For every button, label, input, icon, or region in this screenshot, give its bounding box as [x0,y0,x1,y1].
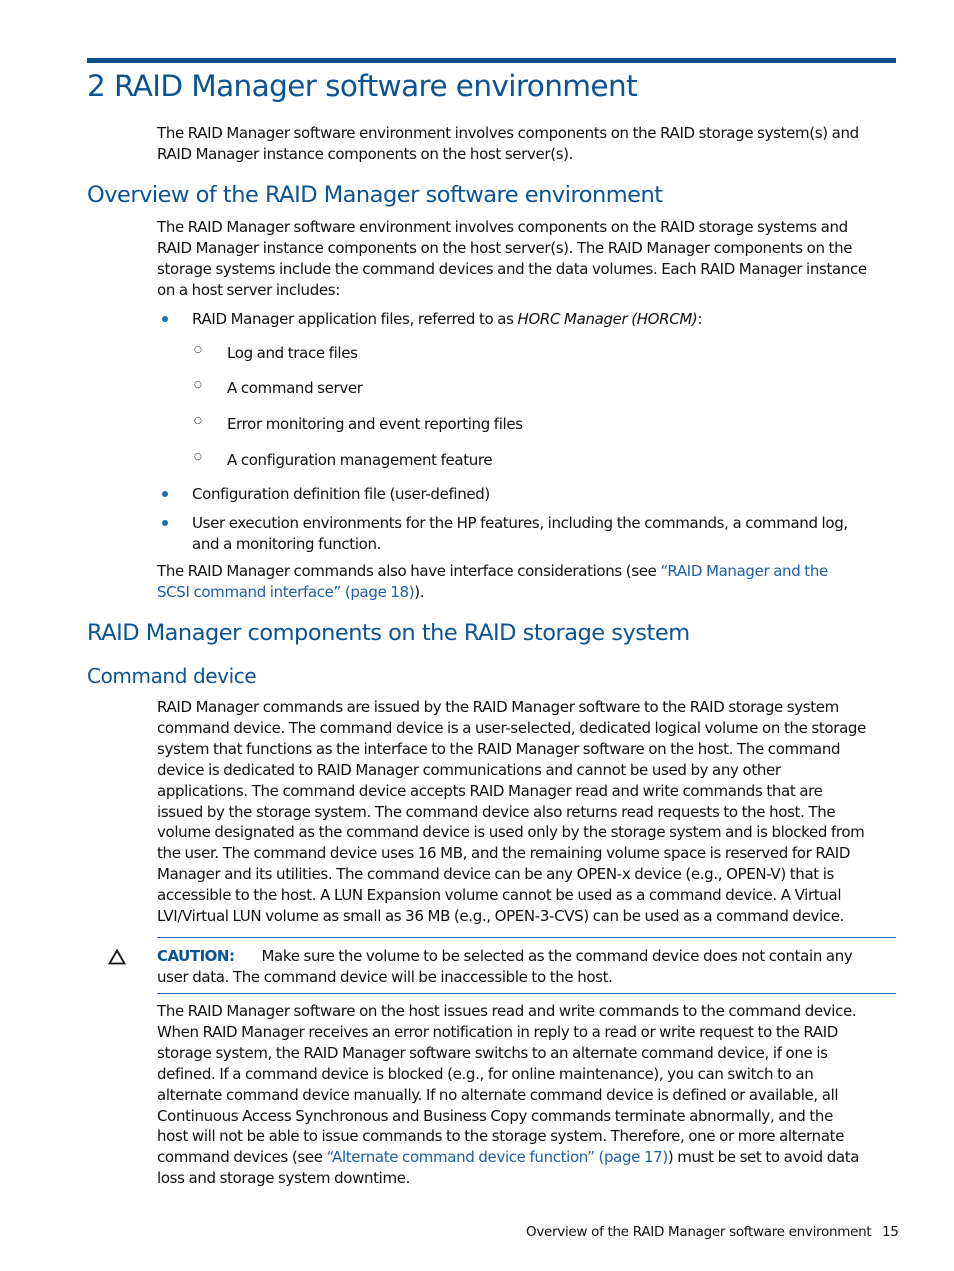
text-line: host will not be able to issue commands to the storage system. Therefore, one or more alternate [157,1127,845,1146]
text-line: device is dedicated to RAID Manager communications and cannot be used by any other [157,760,781,779]
text-line [157,561,896,582]
bullet-dot-icon [162,316,168,322]
text-line: The RAID Manager software environment involves components on the RAID storage system(s) and [157,124,859,142]
horcm-term: HORC Manager (HORCM) [517,310,698,328]
caution-text: Make sure the volume to be selected as the command device does not contain any [261,947,853,965]
warning-triangle-icon [108,949,126,965]
overview-paragraph [157,217,896,301]
text-line: Continuous Access Synchronous and Business Copy commands terminate abnormally, and the [157,1106,833,1125]
text-line: storage system, the RAID Manager software switchs to an alternate command device, if one is [157,1043,828,1062]
circle-bullet-icon: ○ [194,345,202,355]
scsi-interface-link-cont[interactable]: SCSI command interface” (page 18) [157,582,415,601]
command-device-followup [157,1001,896,1189]
text-line: User execution environments for the HP features, including the commands, a command log, [192,514,848,532]
scsi-interface-link[interactable]: “RAID Manager and the [660,562,828,580]
chapter-intro [157,123,896,165]
components-heading: RAID Manager components on the RAID storage system [87,620,690,646]
page-number: 15 [882,1224,899,1240]
followup-prefix: command devices (see [157,1148,327,1167]
bullet-dot-icon [162,520,168,526]
text-line: applications. The command device accepts RAID Manager read and write commands that are [157,781,823,800]
text-line: and a monitoring function. [192,535,382,553]
text-line: loss and storage system downtime. [157,1169,411,1188]
list-item-suffix: : [697,310,703,328]
text-line: LVI/Virtual LUN volume as small as 36 MB (e.g., OPEN-3-CVS) can be used as a command device. [157,907,845,926]
text-line: RAID Manager instance components on the host server(s). [157,144,574,163]
circle-bullet-icon: ○ [194,380,202,390]
followup-suffix: ) must be set to avoid data [667,1148,860,1167]
text-line [157,946,896,967]
text-line [157,582,896,603]
text-line: user data. The command device will be inaccessible to the host. [157,967,613,986]
text-line: command device. The command device is a user-selected, dedicated logical volume on the storage [157,718,866,737]
text-line: Manager and its utilities. The command device can be any OPEN-x device (e.g., OPEN-V) that is [157,865,835,884]
text-line: storage systems include the command devices and the data volumes. Each RAID Manager instance [157,259,867,278]
text-line: the user. The command device uses 16 MB, and the remaining volume space is reserved for RAID [157,844,851,863]
caution-top-rule [157,937,896,938]
command-device-heading: Command device [87,664,257,688]
closing-suffix: ). [414,582,425,601]
caution-bottom-rule [157,993,896,994]
text-line: defined. If a command device is blocked (e.g., for online maintenance), you can switch to an [157,1064,814,1083]
text-line: alternate command device manually. If no alternate command device is defined or available, all [157,1085,839,1104]
text-line: volume designated as the command device is used only by the storage system and is blocked from [157,823,865,842]
overview-closing [157,561,896,603]
text-line: RAID Manager commands are issued by the RAID Manager software to the RAID storage system [157,698,839,716]
list-item-prefix: RAID Manager application files, referred to as [192,310,518,328]
text-line: The RAID Manager software environment involves components on the RAID storage systems and [157,218,848,236]
list-item-text [192,513,848,555]
text-line: The RAID Manager software on the host issues read and write commands to the command device. [157,1002,857,1020]
text-line: system that functions as the interface to the RAID Manager software on the host. The command [157,739,841,758]
bullet-dot-icon [162,491,168,497]
chapter-top-rule [87,58,896,63]
list-item-text [192,309,702,330]
command-device-paragraph [157,697,896,927]
list-item-text: Configuration definition file (user-defined) [192,485,490,503]
sub-list-item-text: A command server [227,379,363,397]
sub-list-item-text: Log and trace files [227,344,358,362]
overview-heading: Overview of the RAID Manager software environment [87,182,663,208]
text-line [157,1147,896,1168]
caution-label: CAUTION: [157,947,235,965]
text-line: RAID Manager instance components on the host server(s). The RAID Manager components on the [157,238,853,257]
chapter-title: 2 RAID Manager software environment [87,69,638,103]
circle-bullet-icon: ○ [194,416,202,426]
sub-list-item-text: Error monitoring and event reporting files [227,415,523,433]
circle-bullet-icon: ○ [194,452,202,462]
alternate-command-device-link[interactable]: “Alternate command device function” (page 17) [326,1148,668,1167]
text-line: When RAID Manager receives an error notification in reply to a read or write request to the RAID [157,1022,838,1041]
text-line: issued by the storage system. The command device also returns read requests to the host. The [157,802,836,821]
closing-prefix: The RAID Manager commands also have interface considerations (see [157,562,661,580]
sub-list-item-text: A configuration management feature [227,451,493,469]
text-line: accessible to the host. A LUN Expansion volume cannot be used as a command device. A Virtual [157,886,842,905]
footer-section-title: Overview of the RAID Manager software environment [526,1224,872,1240]
caution-note [157,946,896,988]
text-line: on a host server includes: [157,280,340,299]
